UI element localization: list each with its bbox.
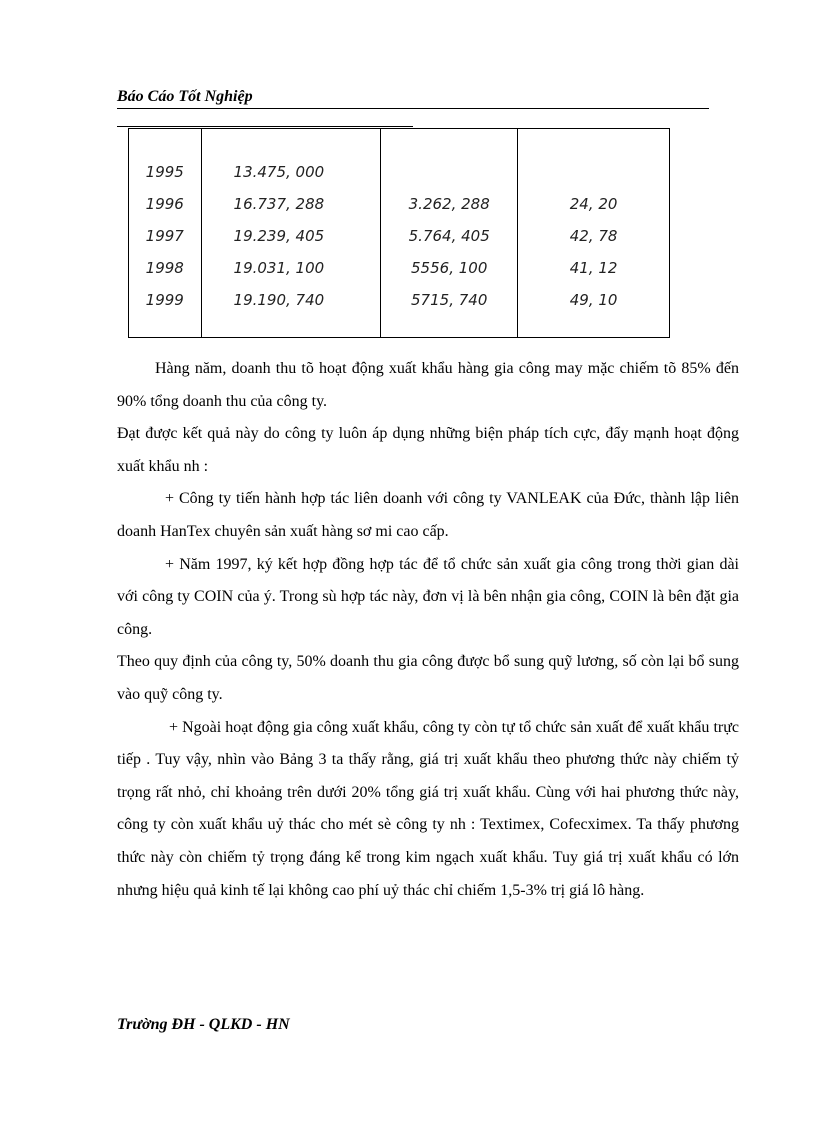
- paragraph: Hàng năm, doanh thu tõ hoạt động xuất khẩu hàng gia công may mặc chiếm tõ 85% đến 90% tổng doanh thu của công ty.: [117, 360, 739, 410]
- table-row: [129, 220, 670, 252]
- value-cell: 19.190, 740: [201, 284, 381, 316]
- revenue-table: [128, 128, 670, 338]
- value-cell: 19.239, 405: [201, 220, 381, 252]
- increase-cell: [381, 156, 518, 188]
- year-cell: 1995: [129, 156, 202, 188]
- paragraph: Theo quy định của công ty, 50% doanh thu gia công được bổ sung quỹ lương, số còn lại bổ sung vào quỹ công ty.: [117, 653, 739, 703]
- header-title: Báo Cáo Tốt Nghiệp: [117, 88, 253, 105]
- percent-cell: 41, 12: [518, 252, 670, 284]
- page-footer: [117, 1016, 290, 1034]
- percent-cell: 49, 10: [518, 284, 670, 316]
- increase-cell: 3.262, 288: [381, 188, 518, 220]
- year-cell: 1997: [129, 220, 202, 252]
- paragraph: + Năm 1997, ký kết hợp đồng hợp tác để tổ chức sản xuất gia công trong thời gian dài với công ty COIN của ý. Trong sù hợp tác này, đơn vị là bên nhận gia công, COIN là bên đặt gia công.: [117, 555, 739, 638]
- table-row-spacer: [129, 316, 670, 338]
- increase-cell: 5715, 740: [381, 284, 518, 316]
- table-row: [129, 284, 670, 316]
- page-header: [117, 86, 709, 109]
- footer-text: Trường ĐH - QLKD - HN: [117, 1016, 290, 1033]
- percent-cell: 24, 20: [518, 188, 670, 220]
- value-cell: 19.031, 100: [201, 252, 381, 284]
- table-row: [129, 252, 670, 284]
- table-row: [129, 188, 670, 220]
- year-cell: 1996: [129, 188, 202, 220]
- percent-cell: [518, 156, 670, 188]
- value-cell: 16.737, 288: [201, 188, 381, 220]
- value-cell: 13.475, 000: [201, 156, 381, 188]
- year-cell: 1998: [129, 252, 202, 284]
- year-cell: 1999: [129, 284, 202, 316]
- table-row: [129, 156, 670, 188]
- header-underline: [117, 126, 413, 127]
- paragraph: Đạt được kết quả này do công ty luôn áp dụng những biện pháp tích cực, đẩy mạnh hoạt động xuất khẩu nh :: [117, 425, 739, 475]
- paragraph: + Ngoài hoạt động gia công xuất khẩu, công ty còn tự tổ chức sản xuất để xuất khẩu trực tiếp . Tuy vậy, nhìn vào Bảng 3 ta thấy rằng, giá trị xuất khẩu theo phương thức này chiếm tỷ trọng rất nhỏ, chỉ khoảng trên dưới 20% tổng giá trị xuất khẩu. Cùng với hai phương thức này, công ty còn xuất khẩu uỷ thác cho mét sè công ty nh : Textimex, Cofecximex. Ta thấy phương thức này còn chiếm tỷ trọng đáng kể trong kim ngạch xuất khẩu. Tuy giá trị xuất khẩu có lớn nhưng hiệu quả kinh tế lại không cao phí uỷ thác chỉ chiếm 1,5-3% trị giá lô hàng.: [117, 718, 739, 899]
- percent-cell: 42, 78: [518, 220, 670, 252]
- increase-cell: 5556, 100: [381, 252, 518, 284]
- table-row-spacer: [129, 129, 670, 157]
- paragraph: + Công ty tiến hành hợp tác liên doanh với công ty VANLEAK của Đức, thành lập liên doanh HanTex chuyên sản xuất hàng sơ mi cao cấp.: [117, 490, 739, 540]
- body-text: [117, 353, 739, 907]
- increase-cell: 5.764, 405: [381, 220, 518, 252]
